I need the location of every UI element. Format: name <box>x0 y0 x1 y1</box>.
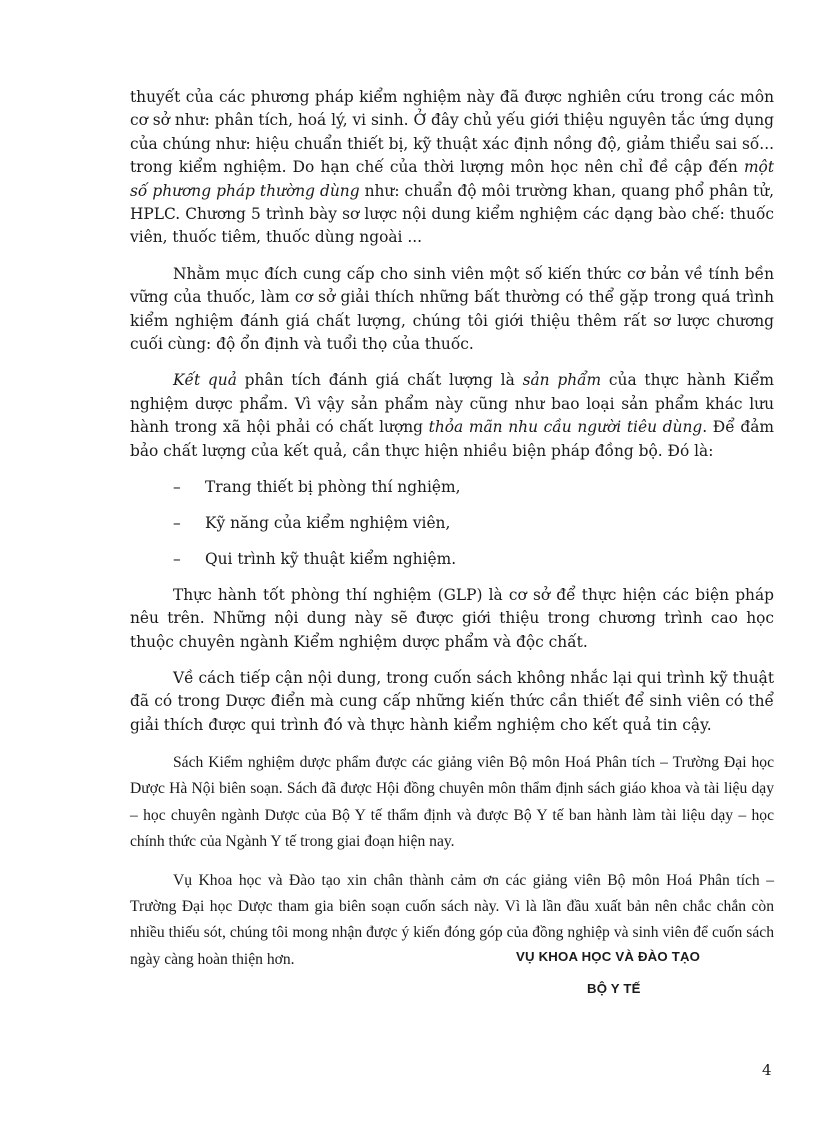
paragraph-stability: Nhằm mục đích cung cấp cho sinh viên một số kiến thức cơ bản về tính bền vững của thuốc, làm cơ sở giải thích những bất thường có thể gặp trong quá trình kiểm nghiệm đánh giá chất lượng, chúng tôi giới thiệu thêm rất sơ lược chương cuối cùng: độ ổn định và tuổi thọ của thuốc. <box>130 264 774 354</box>
paragraph-glp: Thực hành tốt phòng thí nghiệm (GLP) là cơ sở để thực hiện các biện pháp nêu trên. Những nội dung này sẽ được giới thiệu trong chương trình cao học thuộc chuyên ngành Kiểm nghiệm dược phẩm và độc chất. <box>130 585 774 651</box>
emphasis-text: một số phương pháp thường dùng <box>130 158 774 200</box>
paragraph-approach: Về cách tiếp cận nội dung, trong cuốn sách không nhắc lại qui trình kỹ thuật đã có trong Dược điển mà cung cấp những kiến thức cần thiết để sinh viên có thể giải thích được qui trình đó và thực hành kiểm nghiệm cho kết quả tin cậy. <box>130 669 774 734</box>
text-run: thuyết của các phương pháp kiểm nghiệm này đã được nghiên cứu trong các môn cơ sở như: phân tích, hoá lý, vi sinh. Ở đây chủ yếu giới thiệu nguyên tắc ứng dụng của chúng như: hiệu chuẩn thiết bị, kỹ thuật xác định nồng độ, giảm thiểu sai số... trong kiểm nghiệm. Do hạn chế của thời lượng môn học nên chỉ đề cập đến <box>130 88 774 177</box>
emphasis-text: sản phẩm <box>522 371 602 390</box>
list-item-text: Kỹ năng của kiểm nghiệm viên, <box>205 514 451 532</box>
list-item-text: Qui trình kỹ thuật kiểm nghiệm. <box>205 549 457 568</box>
requirements-list <box>130 476 774 571</box>
list-item <box>130 512 774 535</box>
emphasis-text: Kết quả <box>173 371 237 390</box>
bullet-dash: – <box>173 549 181 568</box>
list-item <box>130 476 774 499</box>
emphasis-text: thỏa mãn nhu cầu người tiêu dùng <box>428 418 703 437</box>
paragraph-thanks: Vụ Khoa học và Đào tạo xin chân thành cảm ơn các giảng viên Bộ môn Hoá Phân tích – Trường Đại học Dược tham gia biên soạn cuốn sách này. Vì là lần đầu xuất bản nên chắc chắn còn nhiều thiếu sót, chúng tôi mong nhận được ý kiến đóng góp của đồng nghiệp và sinh viên để cuốn sách ngày càng hoàn thiện hơn. <box>130 872 774 968</box>
text-run: của thực hành Kiểm nghiệm dược phẩm. Vì vậy sản phẩm này cũng như bao loại sản phẩm khác lưu hành trong xã hội phải có chất lượng <box>130 371 775 437</box>
paragraph-authors: Sách Kiểm nghiệm dược phẩm được các giảng viên Bộ môn Hoá Phân tích – Trường Đại học Dược Hà Nội biên soạn. Sách đã được Hội đồng chuyên môn thẩm định sách giáo khoa và tài liệu dạy – học chuyên ngành Dược của Bộ Y tế thẩm định và được Bộ Y tế ban hành làm tài liệu dạy – học chính thức của Ngành Y tế trong giai đoạn hiện nay. <box>130 754 774 850</box>
bullet-dash: – <box>173 478 181 497</box>
page-body <box>130 86 774 986</box>
bullet-dash: – <box>173 514 181 532</box>
list-item <box>130 548 774 571</box>
signature-department: VỤ KHOA HỌC VÀ ĐÀO TẠO <box>516 949 701 964</box>
page-number: 4 <box>762 1061 772 1079</box>
text-run: phân tích đánh giá chất lượng là <box>236 371 523 390</box>
text-run: . Để đảm bảo chất lượng của kết quả, cần thực hiện nhiều biện pháp đồng bộ. Đó là: <box>130 418 774 460</box>
paragraph-intro-methods <box>130 86 774 250</box>
text-run: như: chuẩn độ môi trường khan, quang phổ phân tử, HPLC. Chương 5 trình bày sơ lược nội dung kiểm nghiệm các dạng bào chế: thuốc viên, thuốc tiêm, thuốc dùng ngoài ... <box>130 181 774 247</box>
signature-ministry: BỘ Y TẾ <box>587 981 641 996</box>
paragraph-results <box>130 369 774 463</box>
list-item-text: Trang thiết bị phòng thí nghiệm, <box>205 478 461 497</box>
